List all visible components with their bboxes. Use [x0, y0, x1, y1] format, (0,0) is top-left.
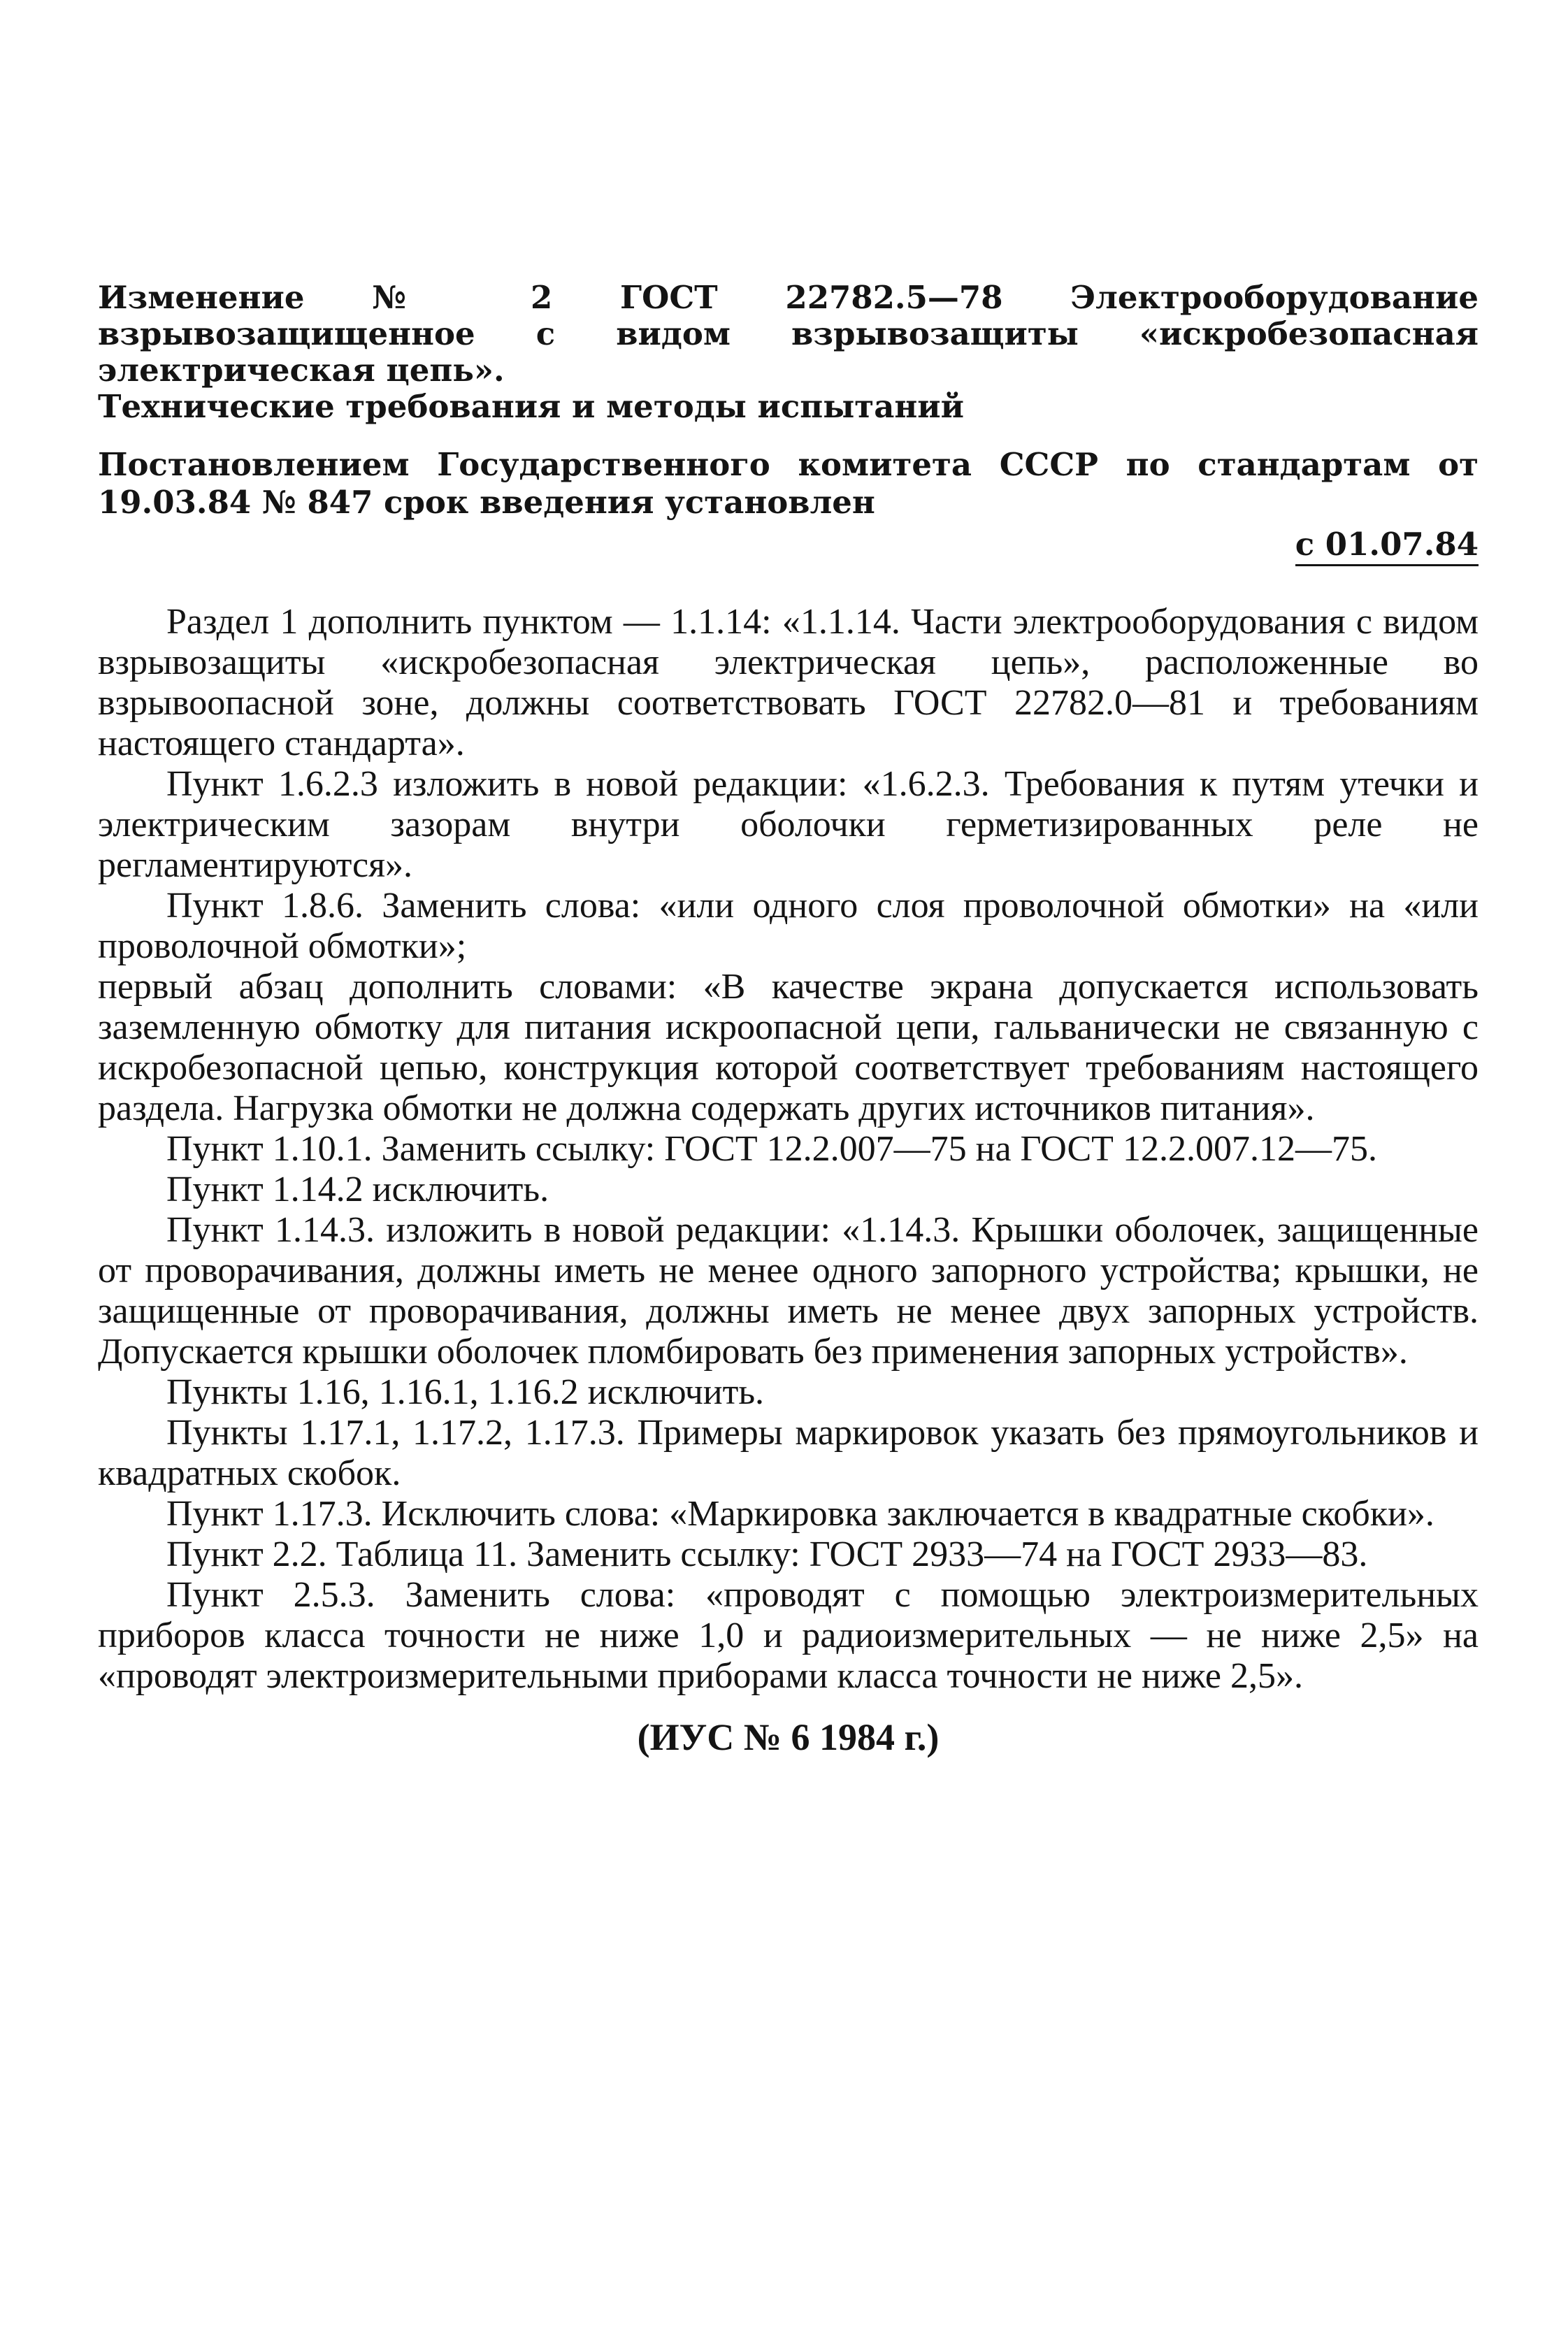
paragraph-1-8-6-addition: первый абзац дополнить словами: «В качестве экрана допускается использовать заземленную обмотку для питания искроопасной цепи, гальванически не связанную с искробезопасной цепью, конструкция которой соответствует требованиям настоящего раздела. Нагрузка обмотки не должна содержать других источников питания».	[98, 967, 1479, 1128]
document-heading	[98, 280, 1479, 425]
source-reference: (ИУС № 6 1984 г.)	[637, 1716, 940, 1758]
paragraph-1-16: Пункты 1.16, 1.16.1, 1.16.2 исключить.	[166, 1372, 765, 1412]
paragraph-section-1: Раздел 1 дополнить пунктом — 1.1.14: «1.1.14. Части электрооборудования с видом взрывозащиты «искробезопасная электрическая цепь», расположенные во взрывоопасной зоне, должны соответствовать ГОСТ 22782.0—81 и требованиям настоящего стандарта».	[98, 602, 1479, 763]
effective-date-line	[98, 526, 1479, 563]
paragraph-1-6-2-3: Пункт 1.6.2.3 изложить в новой редакции: «1.6.2.3. Требования к путям утечки и электрическим зазорам внутри оболочки герметизированных реле не регламентируются».	[98, 764, 1479, 885]
effective-date: с 01.07.84	[1295, 526, 1479, 566]
paragraph-1-8-6: Пункт 1.8.6. Заменить слова: «или одного слоя проволочной обмотки» на «или проволочной обмотки»;	[98, 886, 1479, 966]
paragraph-1-17: Пункты 1.17.1, 1.17.2, 1.17.3. Примеры маркировок указать без прямоугольников и квадратных скобок.	[98, 1413, 1479, 1493]
amendment-title: Изменение № 2 ГОСТ 22782.5—78 Электрооборудование взрывозащищенное с видом взрывозащиты «искробезопасная электрическая цепь».	[98, 279, 1479, 389]
paragraph-1-17-3: Пункт 1.17.3. Исключить слова: «Маркировка заключается в квадратные скобки».	[166, 1494, 1434, 1534]
document-page	[98, 280, 1479, 1758]
decree-block	[98, 446, 1479, 563]
paragraph-2-2: Пункт 2.2. Таблица 11. Заменить ссылку: ГОСТ 2933—74 на ГОСТ 2933—83.	[166, 1534, 1368, 1574]
paragraph-1-14-3: Пункт 1.14.3. изложить в новой редакции: «1.14.3. Крышки оболочек, защищенные от проворачивания, должны иметь не менее одного запорного устройства; крышки, не защищенные от проворачивания, должны иметь не менее двух запорных устройств. Допускается крышки оболочек пломбировать без применения запорных устройств».	[98, 1210, 1479, 1372]
paragraph-2-5-3: Пункт 2.5.3. Заменить слова: «проводят с помощью электроизмерительных приборов класса точности не ниже 1,0 и радиоизмерительных — не ниже 2,5» на «проводят электроизмерительными приборами класса точности не ниже 2,5».	[98, 1575, 1479, 1696]
paragraph-1-14-2: Пункт 1.14.2 исключить.	[166, 1170, 549, 1209]
decree-text: Постановлением Государственного комитета СССР по стандартам от 19.03.84 № 847 срок введения установлен	[98, 446, 1479, 521]
amendment-body	[98, 602, 1479, 1697]
amendment-subtitle: Технические требования и методы испытаний	[98, 388, 965, 425]
paragraph-1-10-1: Пункт 1.10.1. Заменить ссылку: ГОСТ 12.2.007—75 на ГОСТ 12.2.007.12—75.	[166, 1129, 1377, 1169]
